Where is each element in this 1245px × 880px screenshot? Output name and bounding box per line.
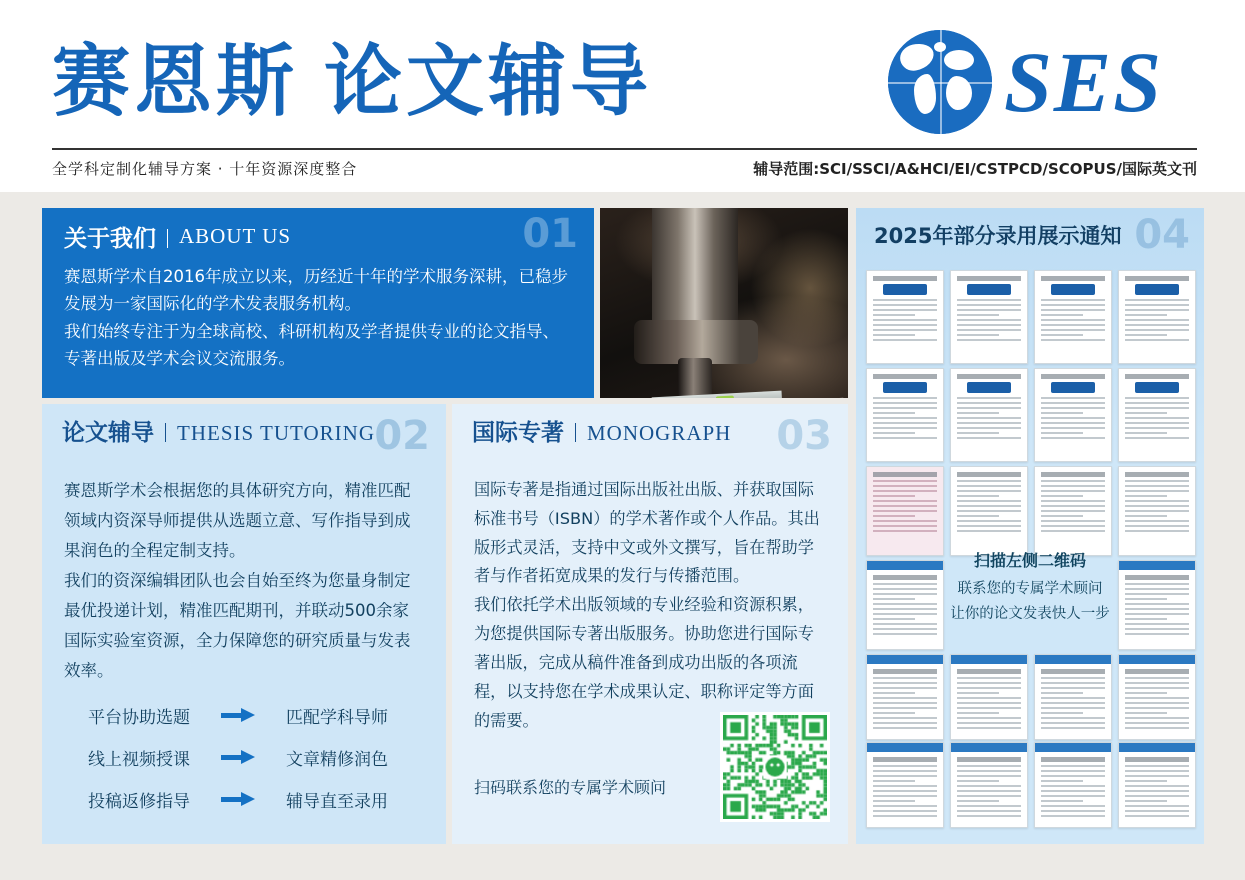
acceptance-document-thumb [950,654,1028,740]
scan-note-line-3: 让你的论文发表快人一步 [950,605,1110,622]
acceptance-document-thumb [1034,654,1112,740]
monograph-body [452,472,848,735]
header-divider [52,148,1197,150]
monograph-title-en: MONOGRAPH [587,421,732,445]
flow-from: 平台协助选题 [88,707,190,728]
header-tagline-right: 辅导范围:SCI/SSCI/A&HCI/EI/CSTPCD/SCOPUS/国际英文刊 [753,160,1197,178]
thesis-tutoring-heading [42,404,446,472]
thesis-tutoring-flow-list [64,694,424,820]
acceptance-number: 04 [1134,212,1190,258]
scan-note-line-1: 扫描左侧二维码 [973,551,1086,570]
monograph-heading [452,404,848,472]
about-us-heading [42,208,594,264]
acceptance-document-thumb [950,742,1028,828]
about-us-paragraph-1: 赛恩斯学术自2016年成立以来，历经近十年的学术服务深耕，已稳步发展为一家国际化的学术发表服务机构。 [64,267,568,313]
acceptance-heading [856,208,1204,270]
acceptance-document-thumb [1118,466,1196,556]
section-monograph [452,404,848,844]
logo [888,30,1163,134]
thesis-tutoring-paragraph-1: 赛恩斯学术会根据您的具体研究方向，精准匹配领域内资深导师提供从选题立意、写作指导到成果润色的全程定制支持。 [64,481,411,561]
acceptance-document-thumb [1118,368,1196,462]
acceptance-document-thumb [866,654,944,740]
arrow-right-icon [221,750,255,764]
acceptance-document-thumb [1118,270,1196,364]
brand-title-right: 论文辅导 [324,37,653,127]
thesis-tutoring-title-cn: 论文辅导 [62,420,154,446]
header-tagline-left: 全学科定制化辅导方案 · 十年资源深度整合 [52,160,358,178]
flow-to: 文章精修润色 [286,749,388,770]
acceptance-document-thumb [950,368,1028,462]
flow-row [64,778,424,820]
scan-note [856,548,1204,626]
section-acceptance-notices [856,208,1204,844]
thesis-tutoring-body [42,472,446,686]
acceptance-document-thumb [1034,742,1112,828]
thesis-tutoring-paragraph-2: 我们的资深编辑团队也会自始至终为您量身制定最优投递计划，精准匹配期刊，并联动500余家国际实验室资源，全力保障您的研究质量与发表效率。 [64,571,411,681]
thesis-tutoring-number: 02 [374,413,430,459]
microscope-photo [600,208,848,398]
acceptance-document-thumb [866,742,944,828]
thesis-tutoring-title-en: THESIS TUTORING [177,421,375,445]
heading-divider [165,423,166,442]
logo-text: SES [1003,34,1163,130]
about-us-number: 01 [522,211,578,257]
arrow-right-icon [221,792,255,806]
header-subline [52,158,1197,179]
wechat-qr-code[interactable] [720,712,830,822]
acceptance-document-thumb [866,270,944,364]
acceptance-document-thumb [1118,654,1196,740]
globe-icon [888,30,992,134]
flow-from: 线上视频授课 [88,749,190,770]
brand-title-left: 赛恩斯 [52,37,299,127]
acceptance-document-thumb [950,466,1028,556]
scan-note-line-2: 联系您的专属学术顾问 [957,581,1103,597]
acceptance-document-thumb [1118,742,1196,828]
flow-row [64,736,424,778]
monograph-paragraph-1: 国际专著是指通过国际出版社出版、并获取国际标准书号（ISBN）的学术著作或个人作品。其出版形式灵活，支持中文或外文撰写，旨在帮助学者与作者拓宽成果的发行与传播范围。 [474,480,820,586]
brand-title [52,37,653,127]
acceptance-title: 2025年部分录用展示通知 [874,224,1122,248]
monograph-title-cn: 国际专著 [472,420,564,446]
flow-to: 辅导直至录用 [286,791,388,812]
acceptance-document-thumb [1034,466,1112,556]
acceptance-document-thumb [1034,270,1112,364]
poster-header [0,0,1245,192]
section-thesis-tutoring [42,404,446,844]
arrow-right-icon [221,708,255,722]
acceptance-document-thumb [950,270,1028,364]
monograph-number: 03 [776,413,832,459]
about-us-title-cn: 关于我们 [64,225,156,252]
acceptance-document-thumb [866,368,944,462]
monograph-paragraph-2: 我们依托学术出版领域的专业经验和资源积累，为您提供国际专著出版服务。协助您进行国际专著出版，完成从稿件准备到成功出版的各项流程，以支持您在学术成果认定、职称评定等方面的需要。 [474,595,814,730]
about-us-body [42,264,594,373]
heading-divider [167,229,168,248]
flow-to: 匹配学科导师 [286,707,388,728]
monograph-qr-caption: 扫码联系您的专属学术顾问 [474,778,667,797]
acceptance-document-thumb [1034,368,1112,462]
about-us-title-en: ABOUT US [179,223,292,248]
header-inner [52,22,1197,142]
acceptance-document-thumb [866,466,944,556]
flow-from: 投稿返修指导 [88,791,190,812]
about-us-paragraph-2: 我们始终专注于为全球高校、科研机构及学者提供专业的论文指导、专著出版及学术会议交流服务。 [64,322,559,369]
flow-row [64,694,424,736]
heading-divider [575,423,576,442]
section-about-us [42,208,594,398]
